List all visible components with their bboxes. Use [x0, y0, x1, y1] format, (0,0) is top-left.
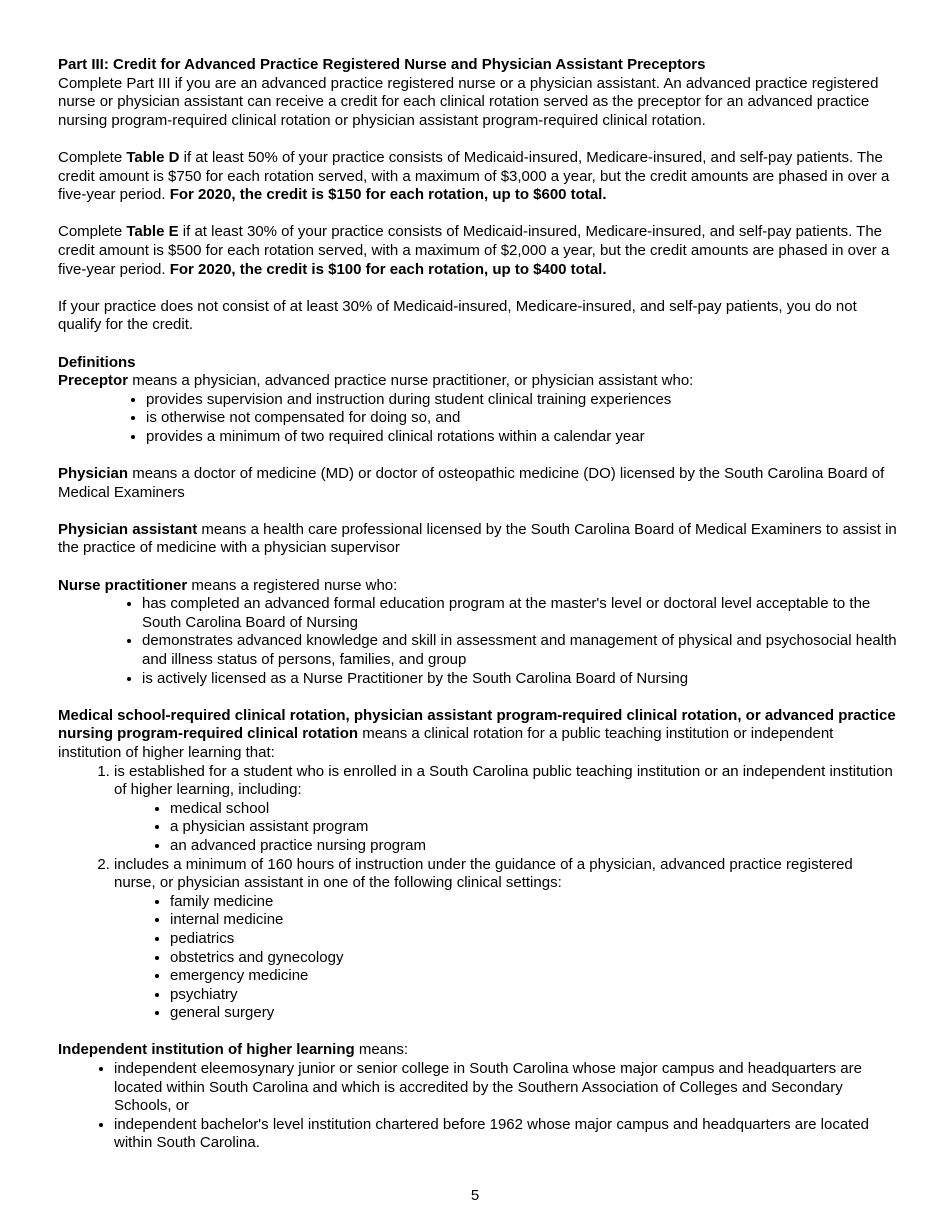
institution-type-list [114, 800, 898, 856]
list-item: • general surgery [170, 1004, 898, 1023]
preceptor-definition: Preceptor means a physician, advanced practice nurse practitioner, or physician assistant who: [58, 372, 694, 390]
list-item: • obstetrics and gynecology [170, 949, 898, 968]
definitions-heading: Definitions [58, 353, 136, 371]
list-item: • a physician assistant program [170, 818, 898, 837]
not-qualify-paragraph: If your practice does not consist of at least 30% of Medicaid-insured, Medicare-insured, and self-pay patients, you do not qualify for the credit. [58, 297, 857, 334]
clinical-settings-list [114, 893, 898, 1023]
list-item: • emergency medicine [170, 967, 898, 986]
list-item: • independent eleemosynary junior or senior college in South Carolina whose major campus and headquarters are located within South Carolina and which is accredited by the Southern Association of Colleges and Secondary Schools, or [114, 1060, 898, 1116]
part3-title: Part III: Credit for Advanced Practice Registered Nurse and Physician Assistant Preceptors [58, 56, 706, 73]
list-item: • psychiatry [170, 986, 898, 1005]
nurse-practitioner-definition: Nurse practitioner means a registered nurse who: [58, 576, 398, 594]
table-e-name: Table E [126, 223, 179, 241]
table-e-paragraph: Complete Table E if at least 30% of your practice consists of Medicaid-insured, Medicare-insured, and self-pay patients. The credit amount is $500 for each rotation served, with a maximum of $2,000 a year, but the credit amounts are phased in over a five-year period. For 2020, the credit is $100 for each rotation, up to $400 total. [58, 223, 890, 278]
list-item: • medical school [170, 800, 898, 819]
rotation-numbered-list [58, 763, 898, 1023]
independent-institution-definition: Independent institution of higher learning means: [58, 1041, 409, 1059]
page-number: 5 [470, 1187, 480, 1204]
document-page [58, 56, 898, 1153]
list-item: • internal medicine [170, 911, 898, 930]
rotation-definition: Medical school-required clinical rotation, physician assistant program-required clinical rotation, or advanced practice nursing program-required clinical rotation means a clinical rotation for a public teaching institution or independent institution of higher learning that: [58, 706, 896, 761]
list-item: • family medicine [170, 893, 898, 912]
physician-definition: Physician means a doctor of medicine (MD) or doctor of osteopathic medicine (DO) licensed by the South Carolina Board of Medical Examiners [58, 465, 885, 501]
list-item: 1. is established for a student who is enrolled in a South Carolina public teaching institution or an independent institution of higher learning, including: • medical school • a physician assistant program • an advanced practice nursing program [114, 763, 898, 856]
list-item: • has completed an advanced formal education program at the master's level or doctoral level acceptable to the South Carolina Board of Nursing [142, 595, 898, 632]
part3-intro: Complete Part III if you are an advanced practice registered nurse or a physician assistant. An advanced practice registered nurse or physician assistant can receive a credit for each clinical rotation served as the preceptor for an advanced practice nursing program-required clinical rotation or physician assistant program-required clinical rotation. [58, 74, 879, 129]
independent-institution-list [58, 1060, 898, 1153]
nurse-practitioner-list [58, 595, 898, 688]
list-item: • pediatrics [170, 930, 898, 949]
list-item: • demonstrates advanced knowledge and skill in assessment and management of physical and psychosocial health and illness status of persons, families, and group [142, 632, 898, 669]
table-d-paragraph: Complete Table D if at least 50% of your practice consists of Medicaid-insured, Medicare-insured, and self-pay patients. The credit amount is $750 for each rotation served, with a maximum of $3,000 a year, but the credit amounts are phased in over a five-year period. For 2020, the credit is $150 for each rotation, up to $600 total. [58, 148, 890, 204]
physician-assistant-definition: Physician assistant means a health care professional licensed by the South Carolina Board of Medical Examiners to assist in the practice of medicine with a physician supervisor [58, 520, 897, 557]
list-item: 2. includes a minimum of 160 hours of instruction under the guidance of a physician, advanced practice registered nurse, or physician assistant in one of the following clinical settings: • family medicine • internal medicine • pediatrics • obstetrics and gynecology • emergency medicine • psychiatry • general surgery [114, 856, 898, 1023]
list-item: • an advanced practice nursing program [170, 837, 898, 856]
table-d-name: Table D [126, 148, 180, 166]
list-item: • is actively licensed as a Nurse Practitioner by the South Carolina Board of Nursing [142, 670, 898, 689]
list-item: • provides a minimum of two required clinical rotations within a calendar year [146, 428, 898, 447]
table-e-credit-note: For 2020, the credit is $100 for each rotation, up to $400 total. [169, 260, 607, 278]
preceptor-list [58, 391, 898, 447]
table-d-credit-note: For 2020, the credit is $150 for each rotation, up to $600 total. [169, 186, 607, 204]
list-item: • provides supervision and instruction during student clinical training experiences [146, 391, 898, 410]
list-item: • is otherwise not compensated for doing so, and [146, 409, 898, 428]
list-item: • independent bachelor's level institution chartered before 1962 whose major campus and headquarters are located within South Carolina. [114, 1116, 898, 1153]
